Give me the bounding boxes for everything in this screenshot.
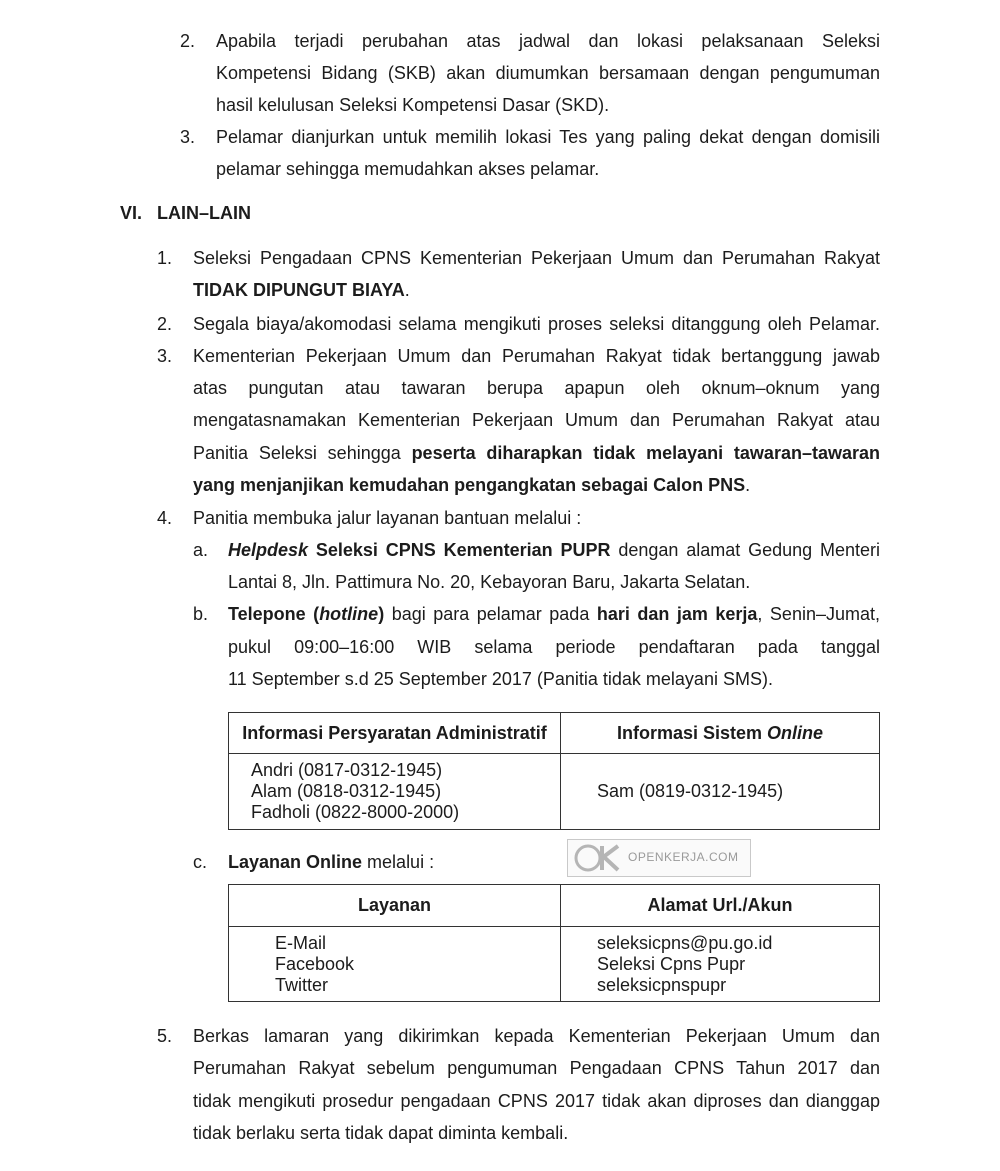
table-header: Alamat Url./Akun <box>561 885 880 927</box>
paragraph-line: Seleksi Pengadaan CPNS Kementerian Pekerjaan Umum dan Perumahan Rakyat <box>193 248 880 268</box>
paragraph-line <box>228 603 880 625</box>
header-text: Online <box>767 722 824 743</box>
section-title: LAIN–LAIN <box>157 203 251 223</box>
service-name: E-Mail <box>275 932 327 953</box>
list-number: 2. <box>180 31 196 51</box>
emphasis-text: yang menjanjikan kemudahan pengangkatan sebagai Calon PNS <box>193 475 746 495</box>
list-number: 3. <box>180 127 196 147</box>
contact-entry: Andri (0817-0312-1945) <box>251 760 443 780</box>
punctuation: . <box>404 280 410 300</box>
plain-text: dengan alamat Gedung Menteri <box>610 540 880 560</box>
paragraph-line <box>228 539 880 561</box>
plain-text: Panitia Seleksi sehingga <box>193 443 412 463</box>
watermark-text: OPENKERJA.COM <box>628 850 739 864</box>
emphasis-text: Layanan Online <box>228 852 363 872</box>
contact-entry: Fadholi (0822-8000-2000) <box>251 802 460 822</box>
table-header: Layanan <box>229 885 561 927</box>
paragraph-line: mengatasnamakan Kementerian Pekerjaan Umum dan Perumahan Rakyat atau <box>193 410 880 430</box>
sublist-letter: c. <box>193 852 208 872</box>
service-name: Twitter <box>275 974 329 995</box>
list-number: 2. <box>157 314 173 334</box>
table-header <box>561 713 880 754</box>
paragraph-line: Segala biaya/akomodasi selama mengikuti proses seleksi ditanggung oleh Pelamar. <box>193 314 880 334</box>
contact-table <box>228 712 880 830</box>
openkerja-logo-icon <box>574 843 622 873</box>
paragraph-line <box>193 442 880 464</box>
account-value: seleksicpnspupr <box>597 974 727 995</box>
section-number: VI. <box>120 203 143 223</box>
online-services-table <box>228 884 880 1002</box>
table-cell <box>561 927 880 1002</box>
watermark <box>567 839 751 877</box>
paragraph-line: Berkas lamaran yang dikirimkan kepada Kementerian Pekerjaan Umum dan <box>193 1026 880 1046</box>
paragraph-line: Kompetensi Bidang (SKB) akan diumumkan bersamaan dengan pengumuman <box>216 63 880 83</box>
paragraph-line: atas pungutan atau tawaran berupa apapun oleh oknum–oknum yang <box>193 378 880 398</box>
paragraph-line: pelamar sehingga memudahkan akses pelamar. <box>216 159 600 179</box>
paragraph-line: Lantai 8, Jln. Pattimura No. 20, Kebayoran Baru, Jakarta Selatan. <box>228 572 751 592</box>
paragraph-line: tidak berlaku serta tidak dapat diminta kembali. <box>193 1123 569 1143</box>
paragraph-line <box>228 851 434 873</box>
paragraph-line: pukul 09:00–16:00 WIB selama periode pendaftaran pada tanggal <box>228 637 880 657</box>
paragraph-line: tidak mengikuti prosedur pengadaan CPNS 2017 tidak akan diproses dan dianggap <box>193 1091 880 1111</box>
paragraph-line: hasil kelulusan Seleksi Kompetensi Dasar (SKD). <box>216 95 610 115</box>
table-cell <box>229 754 561 830</box>
emphasis-text: TIDAK DIPUNGUT BIAYA <box>193 280 405 300</box>
paragraph-line: Apabila terjadi perubahan atas jadwal dan lokasi pelaksanaan Seleksi <box>216 31 880 51</box>
table-cell <box>229 927 561 1002</box>
plain-text: bagi para pelamar pada <box>384 604 597 624</box>
paragraph-line: Pelamar dianjurkan untuk memilih lokasi Tes yang paling dekat dengan domisili <box>216 127 880 147</box>
account-value: seleksicpns@pu.go.id <box>597 932 773 953</box>
sublist-letter: a. <box>193 540 209 560</box>
list-number: 1. <box>157 248 173 268</box>
table-header: Informasi Persyaratan Administratif <box>229 713 561 754</box>
service-name: Facebook <box>275 953 355 974</box>
table-cell: Sam (0819-0312-1945) <box>561 754 880 830</box>
paragraph-line <box>193 279 410 301</box>
paragraph-line: Panitia membuka jalur layanan bantuan melalui : <box>193 508 582 528</box>
punctuation: . <box>745 475 751 495</box>
plain-text: melalui : <box>362 852 435 872</box>
paragraph-line: Perumahan Rakyat sebelum pengumuman Pengadaan CPNS Tahun 2017 dan <box>193 1058 880 1078</box>
emphasis-text: Telepone ( <box>228 604 320 624</box>
emphasis-text: Helpdesk <box>228 540 309 560</box>
account-value: Seleksi Cpns Pupr <box>597 953 746 974</box>
header-text: Informasi Sistem <box>616 722 768 743</box>
list-number: 5. <box>157 1026 173 1046</box>
emphasis-text: ) <box>378 604 385 624</box>
emphasis-text: hari dan jam kerja <box>596 604 758 624</box>
paragraph-line: Kementerian Pekerjaan Umum dan Perumahan Rakyat tidak bertanggung jawab <box>193 346 880 366</box>
list-number: 3. <box>157 346 173 366</box>
emphasis-text: Seleksi CPNS Kementerian PUPR <box>308 540 611 560</box>
contact-entry: Alam (0818-0312-1945) <box>251 781 442 801</box>
paragraph-line <box>193 474 750 496</box>
plain-text: , Senin–Jumat, <box>757 604 880 624</box>
sublist-letter: b. <box>193 604 209 624</box>
emphasis-text: hotline <box>319 604 379 624</box>
list-number: 4. <box>157 508 173 528</box>
emphasis-text: peserta diharapkan tidak melayani tawaran–tawaran <box>411 443 880 463</box>
paragraph-line: 11 September s.d 25 September 2017 (Panitia tidak melayani SMS). <box>228 669 773 689</box>
